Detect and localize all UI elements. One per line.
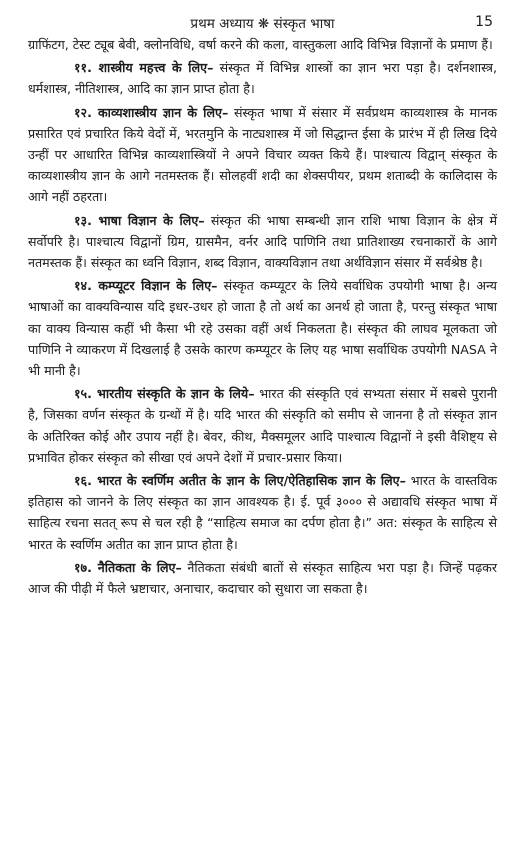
paragraph-14 [28, 275, 497, 381]
paragraph-heading: १३. भाषा विज्ञान के लिए– [74, 212, 205, 228]
paragraph-text: भारत के वास्तविक इतिहास को जानने के लिए संस्कृत का ज्ञान आवश्यक है। ई. पूर्व ३००० से अद्यावधि संस्कृत भाषा में साहित्य रचना सतत् रूप से चल रही है “साहित्य समाज का दर्पण होता है।” अत: संस्कृत के साहित्य से भारत के स्वर्णिम अतीत का ज्ञान प्राप्त होता है। [28, 473, 497, 552]
paragraph-text: नैतिकता संबंधी बातों से संस्कृत साहित्य भरा पड़ा है। जिन्हें पढ़कर आज की पीढ़ी में फैले भ्रष्टाचार, अनाचार, कदाचार को सुधारा जा सकता है। [28, 559, 497, 597]
paragraph-continuation [28, 34, 497, 55]
paragraph-text: संस्कृत में विभिन्न शास्त्रों का ज्ञान भरा पड़ा है। दर्शनशास्त्र, धर्मशास्त्र, नीतिशास्त्र, आदि का ज्ञान प्राप्त होता है। [28, 60, 497, 97]
paragraph-17 [28, 557, 497, 599]
paragraph-heading: १७. नैतिकता के लिए– [74, 559, 182, 575]
paragraph-text: भारत की संस्कृति एवं सभ्यता संसार में सबसे पुरानी है, जिसका वर्णन संस्कृत के ग्रन्थों में है। यदि भारत की संस्कृति को समीप से जानना है तो संस्कृत ज्ञान के अतिरिक्त कोई और उपाय नहीं है। बेवर, कीथ, मैक्समूलर आदि पाश्चात्य विद्वानों ने इसी वैशिष्ट्य से प्रभावित होकर संस्कृत को सीखा एवं अपने देशों में प्रचार-प्रसार किया। [28, 386, 497, 465]
paragraph-text: संस्कृत भाषा में संसार में सर्वप्रथम काव्यशास्त्र के मानक प्रसारित एवं प्रचारित किये वेदों में, भरतमुनि के नाट्यशास्त्र में जो सिद्धान्त ईसा के प्रारंभ में ही लिख दिये उन्हीं पर आधारित विभिन्न काव्यशास्त्रियों ने अपने विचार व्यक्त किये हैं। पाश्चात्य विद्वान् संस्कृत के काव्यशास्त्रीय ज्ञान के आगे नतमस्तक हैं। सोलहवीं शदी का शेक्सपीयर, प्रथम शताब्दी के कालिदास के आगे नहीं ठहरता। [28, 104, 498, 205]
page-body [28, 34, 497, 599]
paragraph-heading: १६. भारत के स्वर्णिम अतीत के ज्ञान के लिए/ऐतिहासिक ज्ञान के लिए– [74, 473, 406, 489]
paragraph-text: संस्कृत कम्प्यूटर के लिये सर्वाधिक उपयोगी भाषा है। अन्य भाषाओं का वाक्यविन्यास यदि इधर-उधर हो जाता है तो अर्थ का अनर्थ हो जाता है, परन्तु संस्कृत भाषा का वाक्य विन्यास कहीं भी कैसा भी रहे उसका वहीं अर्थ निकलता है। संस्कृत की लाघव मूलकता जो पाणिनि ने व्याकरण में दिखलाई है उसके कारण कम्प्यूटर के लिए यह भाषा सर्वाधिक उपयोगी NASA ने भी मानी है। [28, 278, 497, 379]
paragraph-heading: ११. शास्त्रीय महत्त्व के लिए– [74, 60, 214, 76]
paragraph-text: ग्राफिंटग, टेस्ट ट्यूब बेवी, क्लोनविधि, वर्षा करने की कला, वास्तुकला आदि विभिन्न विज्ञानों के प्रमाण हैं। [28, 37, 493, 52]
paragraph-11 [28, 57, 497, 99]
paragraph-heading: १४. कम्प्यूटर विज्ञान के लिए– [74, 278, 218, 294]
paragraph-12 [28, 102, 497, 208]
paragraph-text: संस्कृत की भाषा सम्बन्धी ज्ञान राशि भाषा विज्ञान के क्षेत्र में सर्वोपरि है। पाश्चात्य विद्वानों ग्रिम, ग्रासमैन, वर्नर आदि पाणिनि तथा प्रातिशाख्य रचनाकारों के आगे नतमस्तक हैं। संस्कृत का ध्वनि विज्ञान, शब्द विज्ञान, वाक्यविज्ञान तथा अर्थविज्ञान संसार में सर्वश्रेष्ठ है। [28, 212, 497, 271]
paragraph-16 [28, 470, 497, 555]
paragraph-heading: १२. काव्यशास्त्रीय ज्ञान के लिए– [74, 104, 229, 120]
paragraph-heading: १५. भारतीय संस्कृति के ज्ञान के लिये– [74, 386, 255, 402]
page-header [28, 10, 497, 34]
page-number: 15 [475, 14, 493, 30]
running-title: प्रथम अध्याय ❋ संस्कृत भाषा [190, 16, 335, 32]
paragraph-15 [28, 383, 497, 468]
paragraph-13 [28, 210, 497, 274]
